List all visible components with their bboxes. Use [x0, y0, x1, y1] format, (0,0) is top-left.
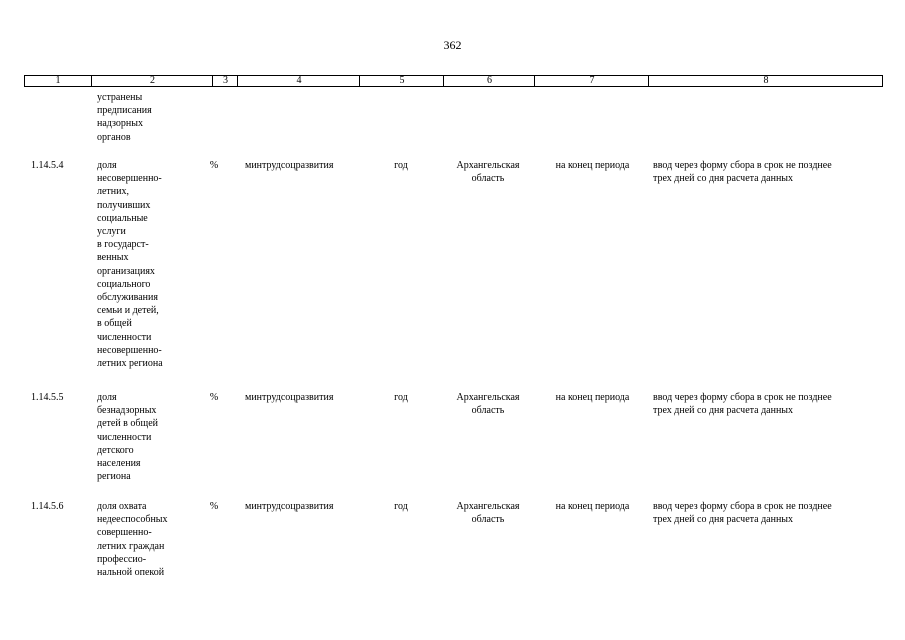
indicator-name: доля несовершенно- летних, получивших социальные услуги в государст- венных организациях социального обслуживания семьи и детей, в общей численности несовершенно- летних региона	[97, 160, 163, 370]
territory: Архангельская область	[456, 160, 520, 185]
responsible-body: минтрудсоцразвития	[245, 392, 334, 403]
territory: Архангельская область	[456, 392, 520, 417]
column-number-5: 5	[359, 76, 444, 86]
data-timing: на конец периода	[555, 392, 630, 403]
column-number-3: 3	[212, 76, 238, 86]
column-number-8: 8	[648, 76, 883, 86]
indicator-number: 1.14.5.5	[31, 392, 64, 403]
column-number-4: 4	[237, 76, 360, 86]
indicator-number: 1.14.5.4	[31, 160, 64, 171]
data-timing: на конец периода	[555, 501, 630, 512]
indicator-name: доля охвата недееспособных совершенно- летних граждан профессио- нальной опекой	[97, 501, 168, 579]
column-number-6: 6	[443, 76, 535, 86]
data-timing: на конец периода	[555, 160, 630, 171]
periodicity: год	[394, 392, 408, 403]
responsible-body: минтрудсоцразвития	[245, 501, 334, 512]
column-number-1: 1	[55, 75, 61, 86]
page-number: 362	[443, 38, 462, 52]
indicator-unit: %	[209, 392, 219, 403]
collection-method: ввод через форму сбора в срок не позднее трех дней со дня расчета данных	[653, 160, 832, 185]
collection-method: ввод через форму сбора в срок не позднее трех дней со дня расчета данных	[653, 501, 832, 526]
indicator-name-continuation: устранены предписания надзорных органов	[97, 92, 152, 143]
indicator-name: доля безнадзорных детей в общей численности детского населения региона	[97, 392, 158, 483]
column-number-2: 2	[91, 76, 213, 86]
responsible-body: минтрудсоцразвития	[245, 160, 334, 171]
column-number-7: 7	[534, 76, 649, 86]
indicator-unit: %	[209, 501, 219, 512]
collection-method: ввод через форму сбора в срок не позднее трех дней со дня расчета данных	[653, 392, 832, 417]
indicator-number: 1.14.5.6	[31, 501, 64, 512]
table-column-numbers	[24, 75, 883, 87]
periodicity: год	[394, 501, 408, 512]
territory: Архангельская область	[456, 501, 520, 526]
indicator-unit: %	[209, 160, 219, 171]
periodicity: год	[394, 160, 408, 171]
